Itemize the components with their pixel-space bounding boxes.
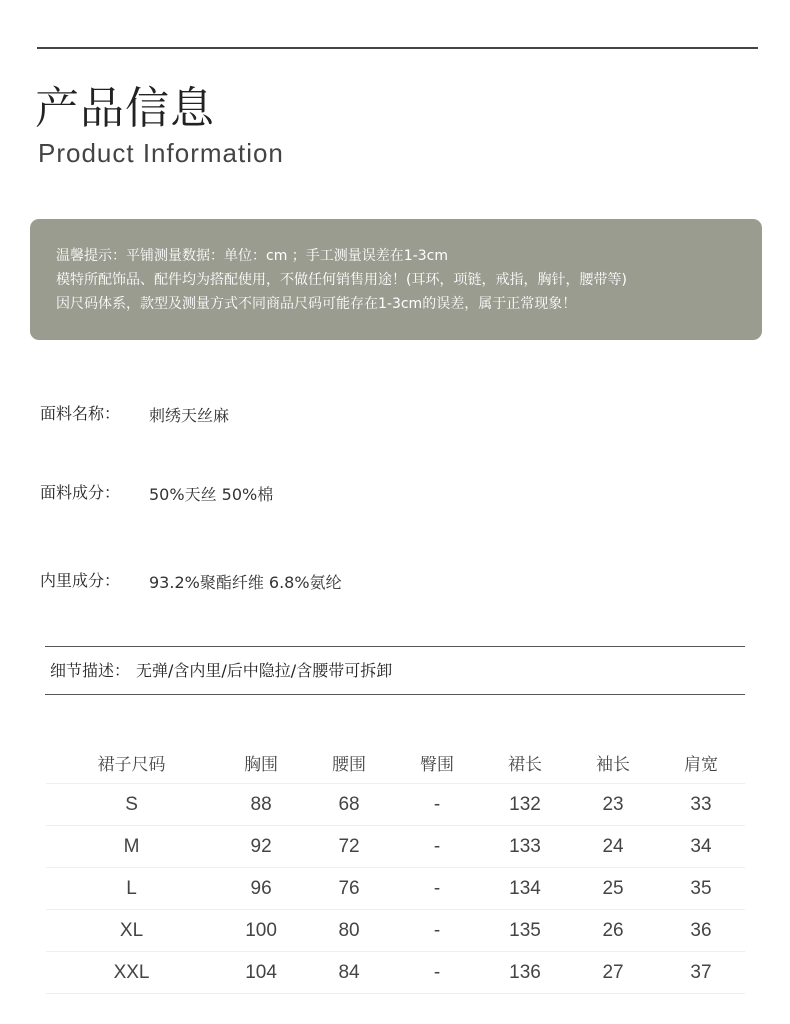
spec-label: 面料成分：: [40, 483, 121, 502]
table-cell: 96: [217, 868, 305, 910]
table-cell: L: [46, 868, 217, 910]
table-cell: 26: [569, 910, 657, 952]
detail-top-divider: [45, 646, 745, 647]
table-cell: 37: [657, 952, 745, 994]
table-row: [46, 784, 745, 826]
table-cell: XL: [46, 910, 217, 952]
table-cell: 25: [569, 868, 657, 910]
table-cell: -: [393, 826, 481, 868]
detail-bottom-divider: [45, 694, 745, 695]
table-cell: 132: [481, 784, 569, 826]
page-subtitle: Product Information: [38, 138, 284, 168]
spec-label: 面料名称：: [40, 404, 121, 423]
table-cell: 92: [217, 826, 305, 868]
spec-value: 93.2%聚酯纤维 6.8%氨纶: [149, 573, 342, 592]
table-cell: M: [46, 826, 217, 868]
notice-line: 因尺码体系，款型及测量方式不同商品尺码可能存在1-3cm的误差，属于正常现象！: [56, 296, 577, 312]
table-cell: 33: [657, 784, 745, 826]
table-cell: 68: [305, 784, 393, 826]
table-row: [46, 910, 745, 952]
table-cell: 100: [217, 910, 305, 952]
table-cell: 136: [481, 952, 569, 994]
table-cell: S: [46, 784, 217, 826]
table-cell: 134: [481, 868, 569, 910]
detail-value: 无弹/含内里/后中隐拉/含腰带可拆卸: [136, 661, 393, 680]
size-table-header-row: [46, 741, 745, 784]
table-row: [46, 868, 745, 910]
notice-box: [30, 219, 762, 340]
detail-label: 细节描述：: [50, 661, 131, 680]
table-cell: 76: [305, 868, 393, 910]
table-cell: 84: [305, 952, 393, 994]
header-cell: 袖长: [569, 741, 657, 784]
page-title: 产品信息: [35, 83, 215, 134]
top-divider: [37, 47, 758, 49]
table-cell: -: [393, 952, 481, 994]
header-cell: 裙子尺码: [46, 741, 217, 784]
notice-line: 模特所配饰品、配件均为搭配使用，不做任何销售用途！(耳环，项链，戒指，胸针，腰带等): [56, 272, 627, 288]
table-cell: 24: [569, 826, 657, 868]
table-cell: 104: [217, 952, 305, 994]
notice-line: 温馨提示：平铺测量数据：单位：cm ；手工测量误差在1-3cm: [56, 248, 448, 264]
table-row: [46, 952, 745, 994]
table-cell: 35: [657, 868, 745, 910]
table-cell: 88: [217, 784, 305, 826]
table-cell: -: [393, 784, 481, 826]
table-cell: 34: [657, 826, 745, 868]
spec-value: 50%天丝 50%棉: [149, 485, 274, 504]
header-cell: 裙长: [481, 741, 569, 784]
table-cell: 80: [305, 910, 393, 952]
size-table: [46, 741, 745, 994]
table-cell: 27: [569, 952, 657, 994]
table-cell: 135: [481, 910, 569, 952]
header-cell: 臀围: [393, 741, 481, 784]
table-row: [46, 826, 745, 868]
table-cell: 23: [569, 784, 657, 826]
header-cell: 胸围: [217, 741, 305, 784]
table-cell: -: [393, 910, 481, 952]
spec-value: 刺绣天丝麻: [149, 406, 230, 425]
table-cell: XXL: [46, 952, 217, 994]
detail-description: [50, 658, 392, 681]
header-cell: 肩宽: [657, 741, 745, 784]
spec-label: 内里成分：: [40, 571, 121, 590]
table-cell: -: [393, 868, 481, 910]
table-cell: 72: [305, 826, 393, 868]
table-cell: 36: [657, 910, 745, 952]
table-cell: 133: [481, 826, 569, 868]
header-cell: 腰围: [305, 741, 393, 784]
